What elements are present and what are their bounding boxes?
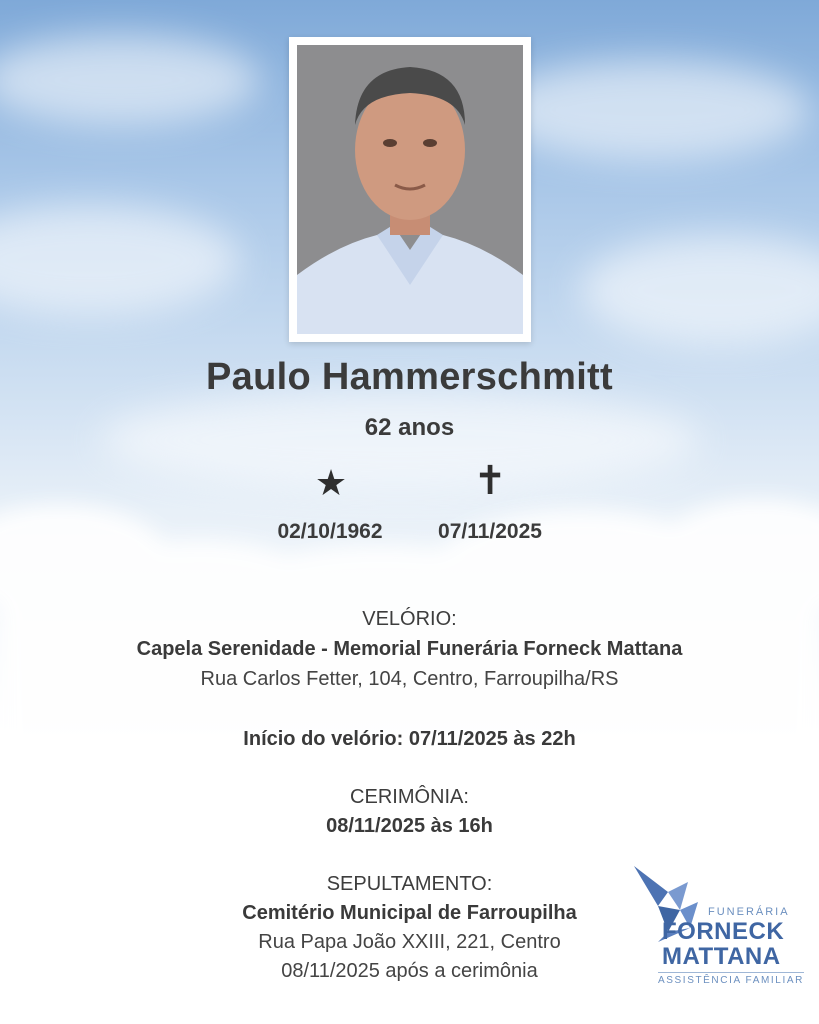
star-icon: ★ (314, 462, 348, 503)
deceased-age: 62 anos (364, 414, 455, 441)
cerimonia-label: CERIMÔNIA: (350, 786, 469, 808)
logo-subtitle: ASSISTÊNCIA FAMILIAR (658, 972, 804, 986)
deceased-name: Paulo Hammerschmitt (206, 356, 613, 398)
cerimonia-time: 08/11/2025 às 16h (326, 815, 493, 837)
logo-funeraria: FUNERÁRIA (708, 906, 790, 918)
velorio-label: VELÓRIO: (362, 608, 457, 630)
logo-forneck: FORNECK (662, 918, 785, 945)
velorio-start: Início do velório: 07/11/2025 às 22h (243, 728, 576, 750)
velorio-address: Rua Carlos Fetter, 104, Centro, Farroupilha/RS (200, 668, 619, 690)
logo-mattana: MATTANA (662, 943, 781, 970)
birth-date: 02/10/1962 (277, 520, 383, 543)
sepultamento-label: SEPULTAMENTO: (326, 873, 493, 895)
portrait-photo (297, 45, 523, 334)
cross-icon: ✝ (473, 459, 507, 503)
sepultamento-time: 08/11/2025 após a cerimônia (281, 960, 538, 982)
sepultamento-place: Cemitério Municipal de Farroupilha (242, 902, 577, 924)
death-date: 07/11/2025 (438, 520, 542, 543)
portrait-frame (289, 37, 531, 342)
velorio-place: Capela Serenidade - Memorial Funerária Forneck Mattana (136, 638, 683, 660)
sepultamento-address: Rua Papa João XXIII, 221, Centro (258, 931, 561, 953)
